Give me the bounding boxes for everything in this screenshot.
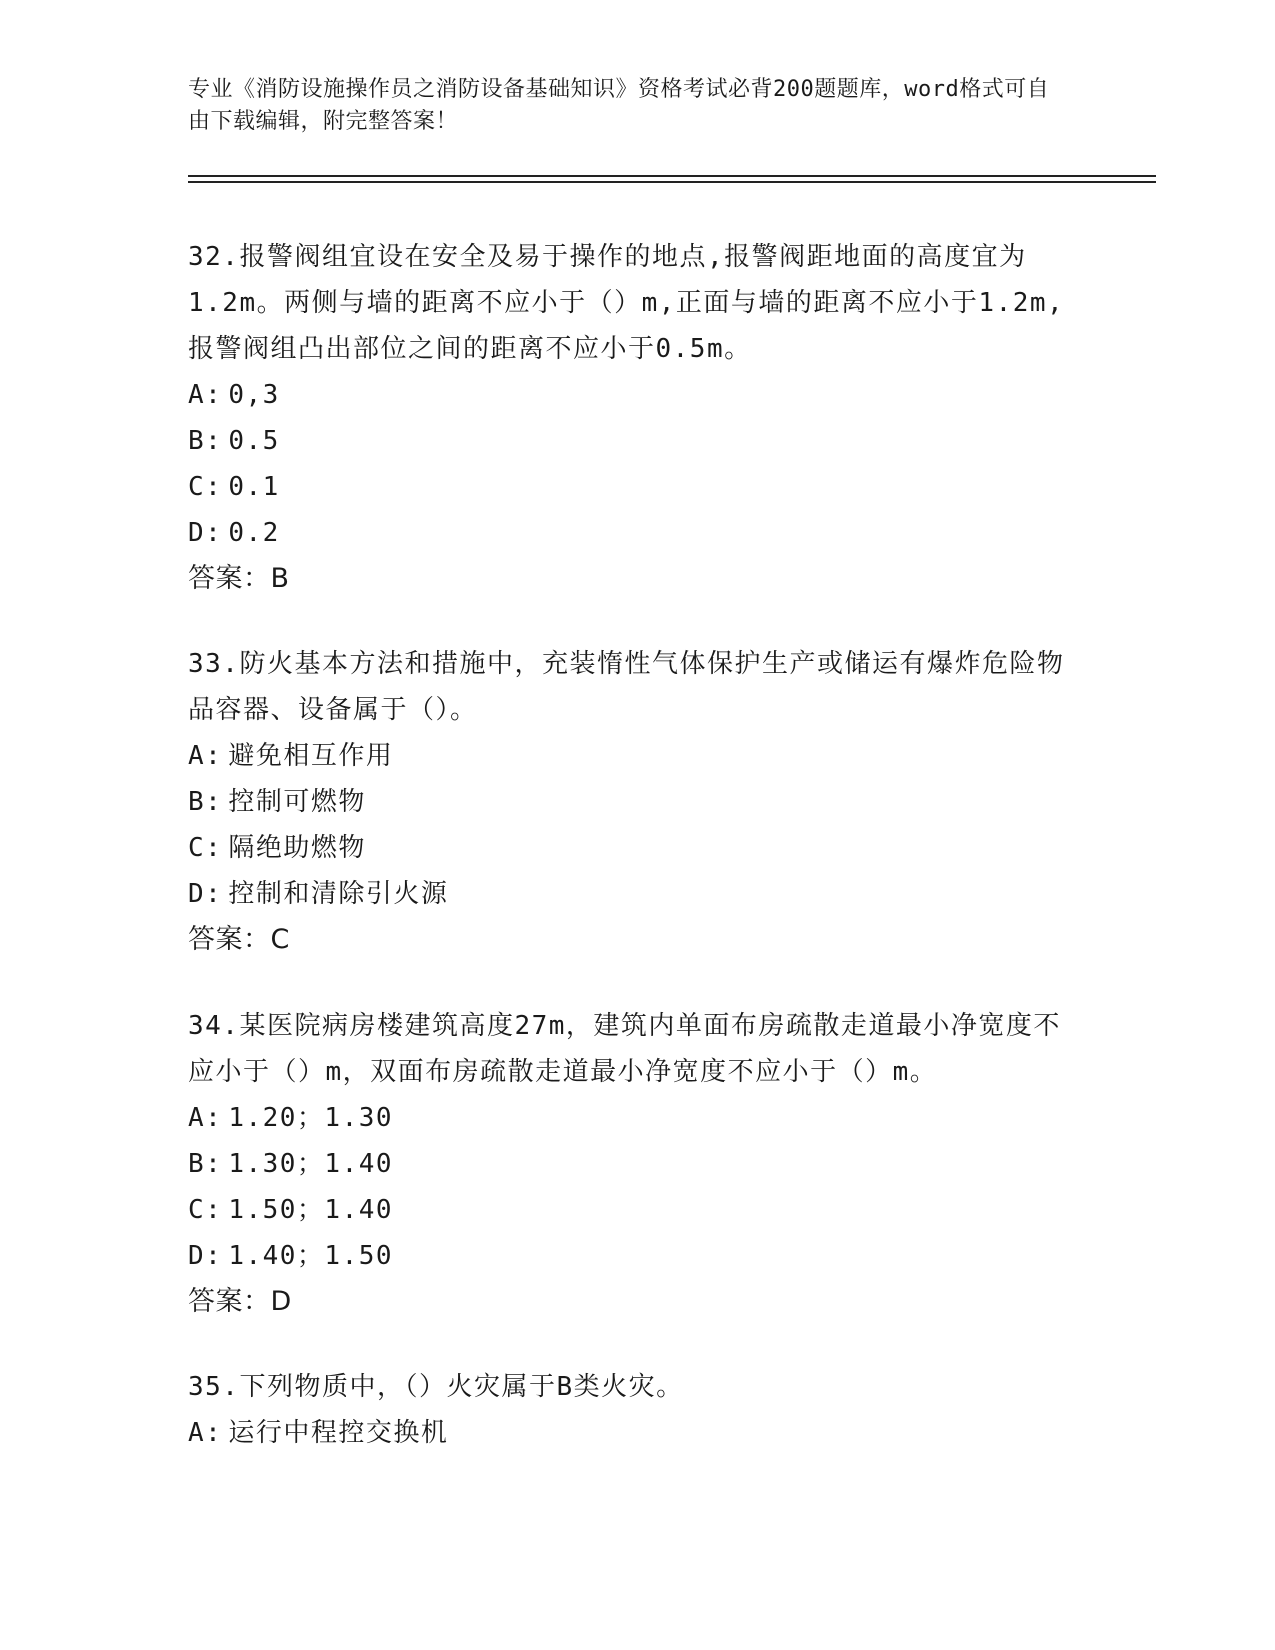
option-text: 1.30；1.40 — [228, 1149, 394, 1179]
option-b — [188, 1141, 1088, 1187]
option-label: B: — [188, 426, 223, 456]
question-stem: 35.下列物质中，（）火灾属于B类火灾。 — [188, 1372, 684, 1402]
option-text: 0.5 — [228, 426, 280, 456]
header-divider-top — [188, 175, 1156, 177]
option-label: D: — [188, 1241, 223, 1271]
header-divider-bottom — [188, 181, 1156, 183]
option-text: 1.20；1.30 — [228, 1103, 394, 1133]
option-b — [188, 418, 1088, 464]
question-stem: 32.报警阀组宜设在安全及易于操作的地点,报警阀距地面的高度宜为1.2m。两侧与墙的距离不应小于（）m,正面与墙的距离不应小于1.2m,报警阀组凸出部位之间的距离不应小于0.5m。 — [188, 242, 1065, 364]
option-label: D: — [188, 879, 223, 909]
option-label: B: — [188, 1149, 223, 1179]
option-text: 0,3 — [228, 380, 280, 410]
option-text: 0.1 — [228, 472, 280, 502]
option-text: 运行中程控交换机 — [228, 1418, 449, 1448]
option-text: 控制可燃物 — [228, 787, 366, 817]
option-label: C: — [188, 833, 223, 863]
option-text: 控制和清除引火源 — [228, 879, 449, 909]
option-label: C: — [188, 1195, 223, 1225]
answer: 答案：D — [188, 1286, 292, 1317]
question-stem: 34.某医院病房楼建筑高度27m，建筑内单面布房疏散走道最小净宽度不应小于（）m，双面布房疏散走道最小净宽度不应小于（）m。 — [188, 1011, 1061, 1087]
question-34 — [188, 1003, 1088, 1325]
question-33 — [188, 641, 1088, 963]
question-35 — [188, 1364, 1088, 1456]
option-d — [188, 510, 1088, 556]
option-c — [188, 1187, 1088, 1233]
option-b — [188, 779, 1088, 825]
option-d — [188, 871, 1088, 917]
option-c — [188, 464, 1088, 510]
option-d — [188, 1233, 1088, 1279]
option-a — [188, 1095, 1088, 1141]
option-label: D: — [188, 518, 223, 548]
question-32 — [188, 234, 1088, 602]
option-a — [188, 372, 1088, 418]
option-label: B: — [188, 787, 223, 817]
question-stem: 33.防火基本方法和措施中，充装惰性气体保护生产或储运有爆炸危险物品容器、设备属于（）。 — [188, 649, 1065, 725]
option-text: 0.2 — [228, 518, 280, 548]
document-header: 专业《消防设施操作员之消防设备基础知识》资格考试必背200题题库，word格式可自由下载编辑，附完整答案！ — [188, 77, 1050, 134]
option-c — [188, 825, 1088, 871]
option-label: C: — [188, 472, 223, 502]
option-text: 1.50；1.40 — [228, 1195, 394, 1225]
option-text: 隔绝助燃物 — [228, 833, 366, 863]
answer: 答案：C — [188, 924, 290, 955]
option-label: A: — [188, 1103, 223, 1133]
option-a — [188, 1410, 1088, 1456]
option-label: A: — [188, 741, 223, 771]
option-a — [188, 733, 1088, 779]
option-label: A: — [188, 380, 223, 410]
option-label: A: — [188, 1418, 223, 1448]
answer: 答案：B — [188, 563, 290, 594]
option-text: 1.40；1.50 — [228, 1241, 394, 1271]
option-text: 避免相互作用 — [228, 741, 394, 771]
